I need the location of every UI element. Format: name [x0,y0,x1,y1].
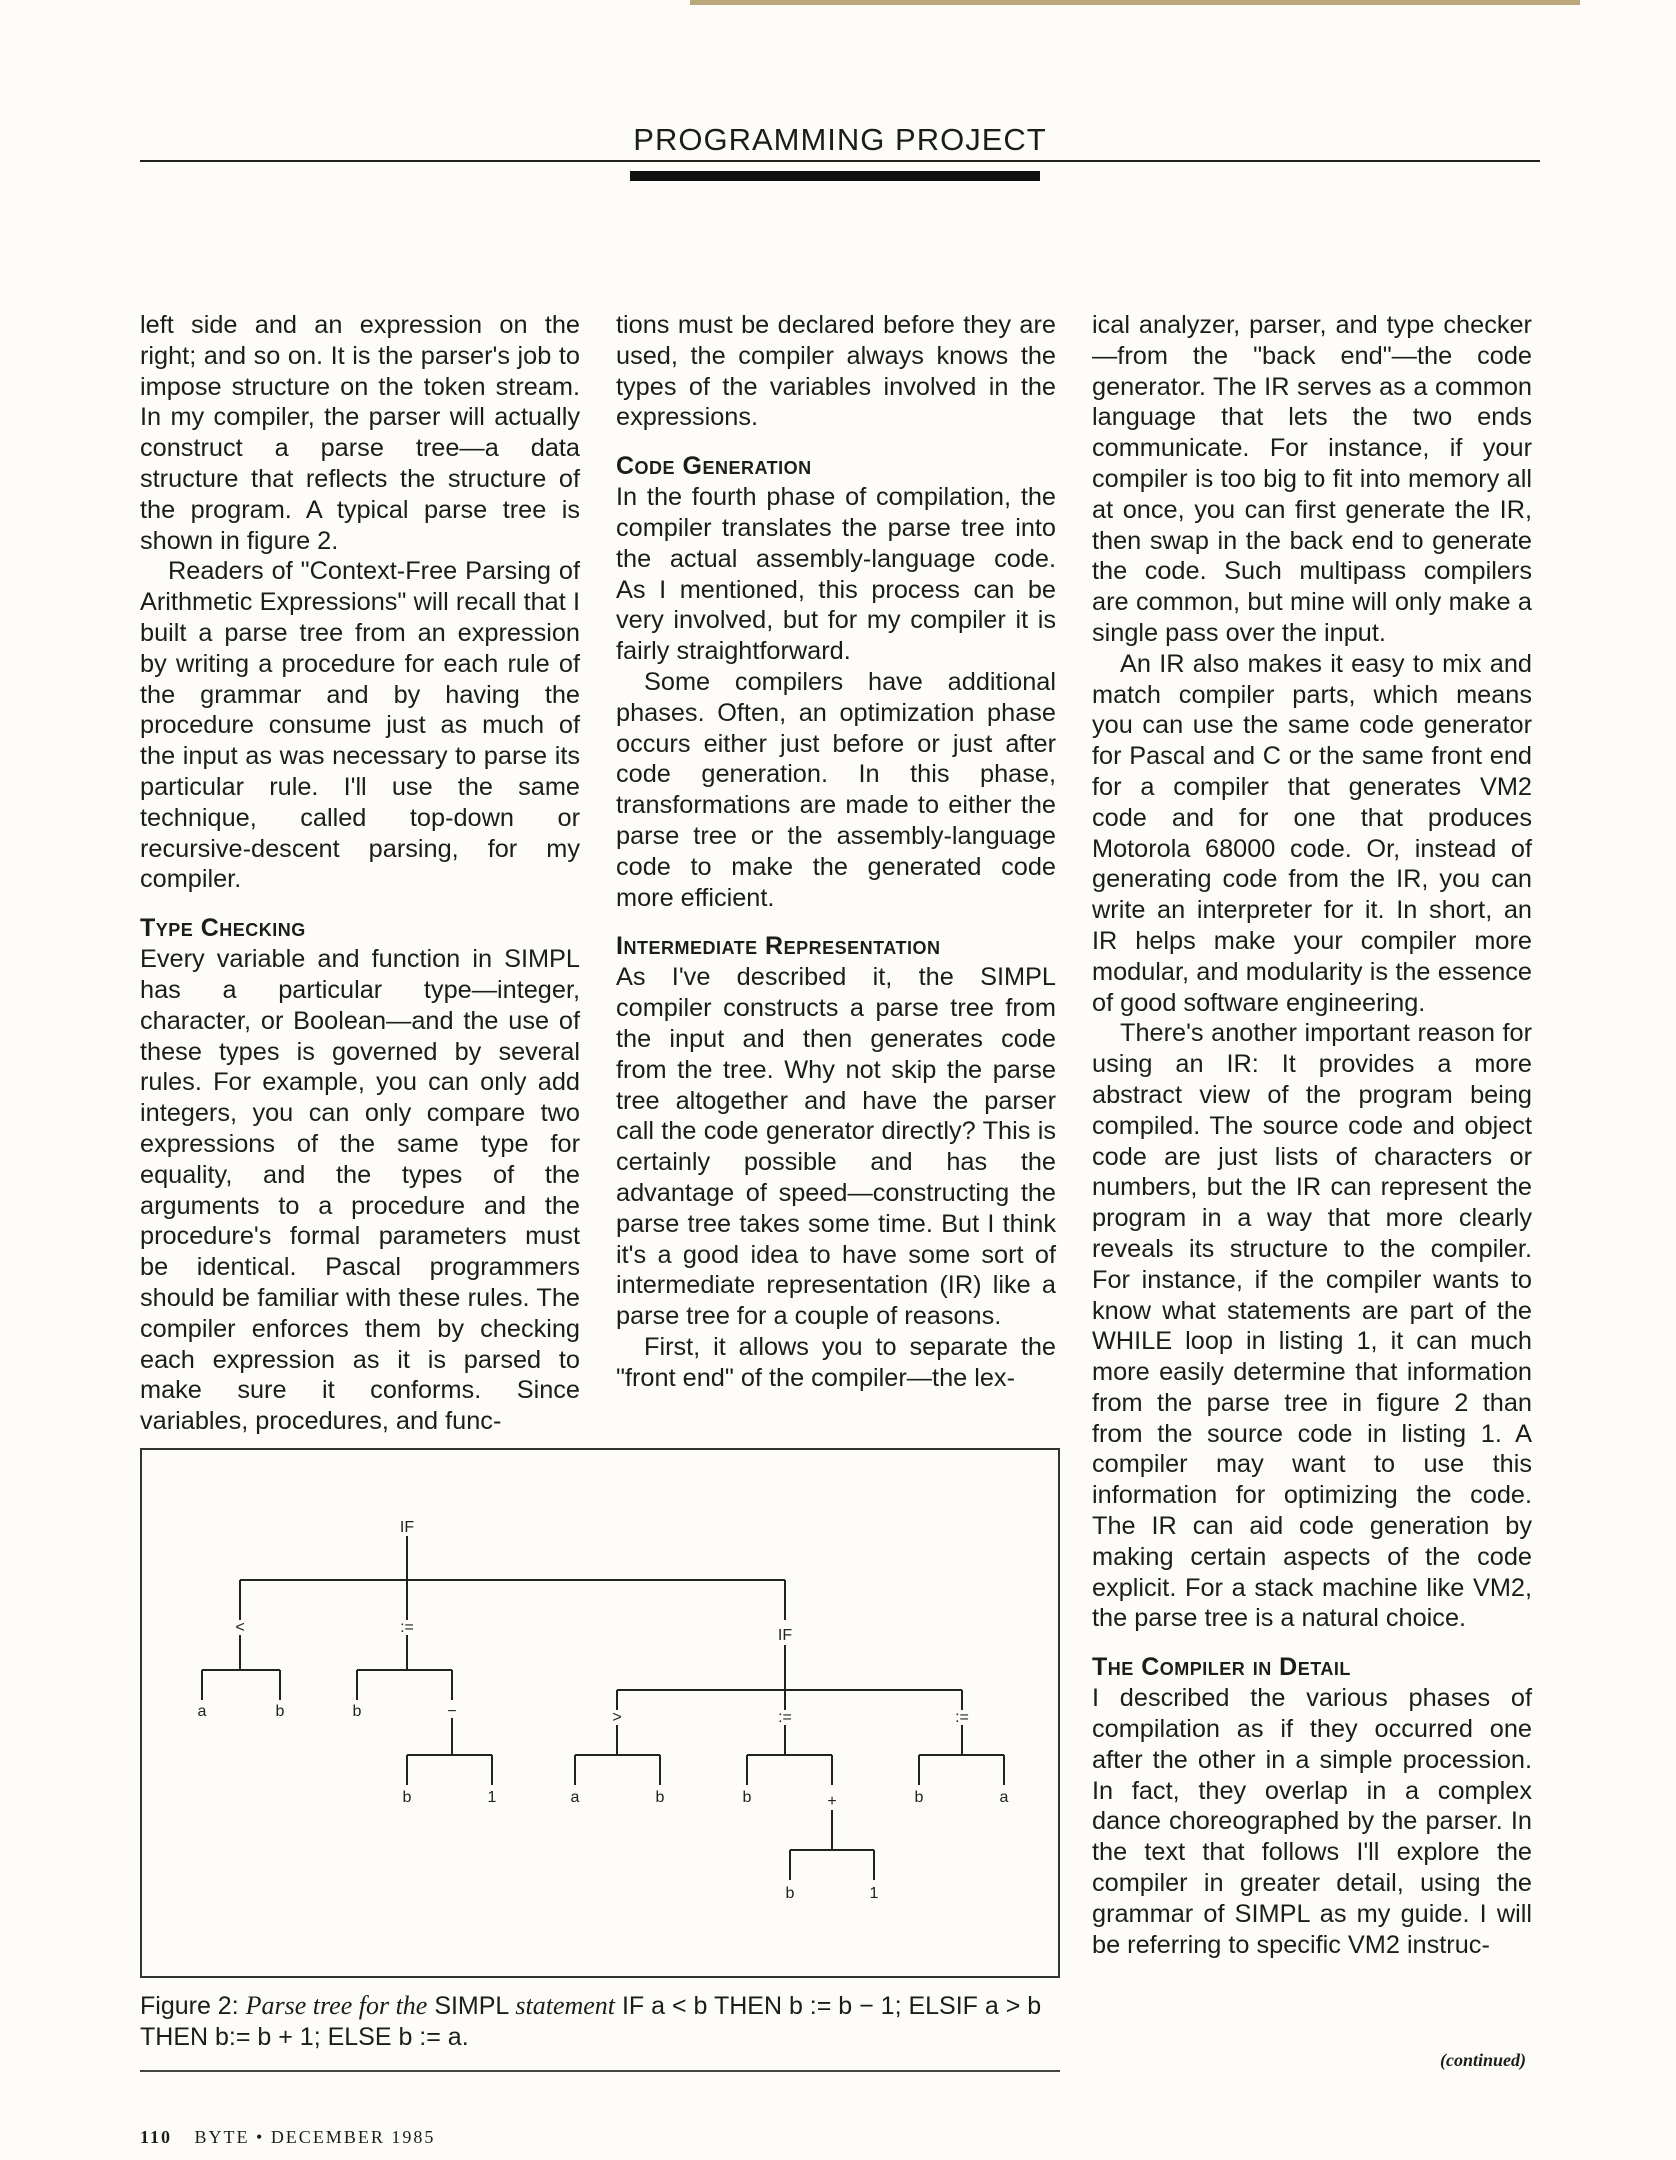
caption-rule [140,2070,1060,2072]
node-b: b [655,1789,665,1806]
figure-caption [140,1990,1060,2053]
paragraph: First, it allows you to separate the "front end" of the compiler—the lex- [616,1332,1056,1392]
header-rule [140,160,1540,162]
tree-node-labels [198,1519,1009,1902]
node-minus: − [447,1703,457,1720]
caption-simpl: SIMPL [434,1992,509,2020]
caption-italic: statement [515,1991,616,2020]
paragraph: ical analyzer, parser, and type checker—from the "back end"—the code generator. The IR serves as a common language that lets the two ends communicate. For instance, if your compiler is too big to fit into memory all at once, you can first generate the IR, then swap in the back end to generate the code. Such multipass compilers are common, but mine will only make a single pass over the input. [1092,311,1532,647]
paragraph: Some compilers have additional phases. Often, an optimization phase occurs either just before or just after code generation. In this phase, transformations are made to either the parse tree or the assembly-language code to make the generated code more efficient. [616,667,1056,912]
section-heading-compiler-in-detail: The Compiler in Detail [1092,1653,1351,1682]
node-less-than: < [235,1619,245,1636]
node-assign-2: := [778,1709,792,1726]
section-heading-type-checking: Type Checking [140,914,306,943]
section-heading-code-generation: Code Generation [616,452,812,481]
page-number: 110 [140,2127,173,2147]
top-decorative-rule [690,0,1580,5]
node-a: a [999,1789,1009,1806]
node-b: b [785,1885,795,1902]
node-greater-than: > [612,1709,622,1726]
node-plus: + [827,1793,837,1810]
parse-tree-diagram [142,1450,1062,1980]
column-3 [1092,310,1532,1960]
caption-italic: Parse tree for the [245,1991,428,2020]
caption-code: IF a < b THEN b := b − 1; ELSIF a > b THEN b:= b + 1; ELSE b := a. [140,1992,1042,2051]
caption-label: Figure 2: [140,1992,239,2020]
node-one: 1 [487,1789,497,1806]
paragraph: Every variable and function in SIMPL has a particular type—integer, character, or Boolean—and the use of these types is governed by several rules. For example, you can only add integers, you can only compare two expressions of the same type for equality, and the types of the arguments to a procedure and the procedure's formal parameters must be identical. Pascal programmers should be familiar with these rules. The compiler enforces them by checking each expression as it is parsed to make sure it conforms. Since variables, procedures, and func- [140,945,580,1436]
paragraph: In the fourth phase of compilation, the compiler translates the parse tree into the actual assembly-language code. As I mentioned, this process can be very involved, but for my compiler it is fairly straightforward. [616,483,1056,666]
section-heading-intermediate-representation: Intermediate Representation [616,932,941,961]
node-a: a [197,1703,207,1720]
node-b: b [275,1703,285,1720]
node-b: b [742,1789,752,1806]
paragraph: tions must be declared before they are used, the compiler always knows the types of the variables involved in the expressions. [616,311,1056,432]
node-a: a [570,1789,580,1806]
node-assign-1: := [400,1619,414,1636]
column-2 [616,310,1056,1394]
node-if-2: IF [777,1627,793,1644]
node-b: b [914,1789,924,1806]
column-1 [140,310,580,1437]
header-bar [630,171,1040,181]
paragraph: I described the various phases of compilation as if they occurred one after the other in a simple procession. In fact, they overlap in a complex dance choreographed by the parser. In the text that follows I'll explore the compiler in greater detail, using the grammar of SIMPL as my guide. I will be referring to specific VM2 instruc- [1092,1684,1532,1959]
paragraph: Readers of "Context-Free Parsing of Arithmetic Expressions" will recall that I built a parse tree from an expression by writing a procedure for each rule of the grammar and by having the procedure consume just as much of the input as was necessary to parse its particular rule. I'll use the same technique, called top-down or recursive-descent parsing, for my compiler. [140,557,580,894]
node-one: 1 [869,1885,879,1902]
node-b: b [352,1703,362,1720]
page-footer [140,2127,435,2148]
paragraph: An IR also makes it easy to mix and match compiler parts, which means you can use the same code generator for Pascal and C or the same front end for a compiler that generates VM2 code and for one that produces Motorola 68000 code. Or, instead of generating code from the IR, you can write an interpreter for it. In short, an IR helps make your compiler more modular, and modularity is the essence of good software engineering. [1092,649,1532,1017]
continued-note: (continued) [1440,2050,1527,2070]
node-b: b [402,1789,412,1806]
tree-edges [202,1536,1004,1880]
footer-publication: BYTE • DECEMBER 1985 [194,2127,436,2147]
paragraph: There's another important reason for using an IR: It provides a more abstract view of the program being compiled. The source code and object code are just lists of characters or numbers, but the IR can represent the program in a way that more clearly reveals its structure to the compiler. For instance, if the compiler wants to know what statements are part of the WHILE loop in listing 1, it can much more easily determine that information from the parse tree in figure 2 than from the source code in listing 1. A compiler may want to use this information for optimizing the code. The IR can aid code generation by making certain aspects of the code explicit. For a stack machine like VM2, the parse tree is a natural choice. [1092,1019,1532,1633]
node-if-root: IF [399,1519,415,1536]
node-assign-3: := [955,1709,969,1726]
figure-2-parse-tree [140,1448,1060,1978]
paragraph: left side and an expression on the right; and so on. It is the parser's job to impose structure on the token stream. In my compiler, the parser will actually construct a parse tree—a data structure that reflects the structure of the program. A typical parse tree is shown in figure 2. [140,311,580,555]
running-header: PROGRAMMING PROJECT [633,122,1047,157]
paragraph: As I've described it, the SIMPL compiler constructs a parse tree from the input and then generates code from the tree. Why not skip the parse tree altogether and have the parser call the code generator directly? This is certainly possible and has the advantage of speed—constructing the parse tree takes some time. But I think it's a good idea to have some sort of intermediate representation (IR) like a parse tree for a couple of reasons. [616,963,1056,1331]
